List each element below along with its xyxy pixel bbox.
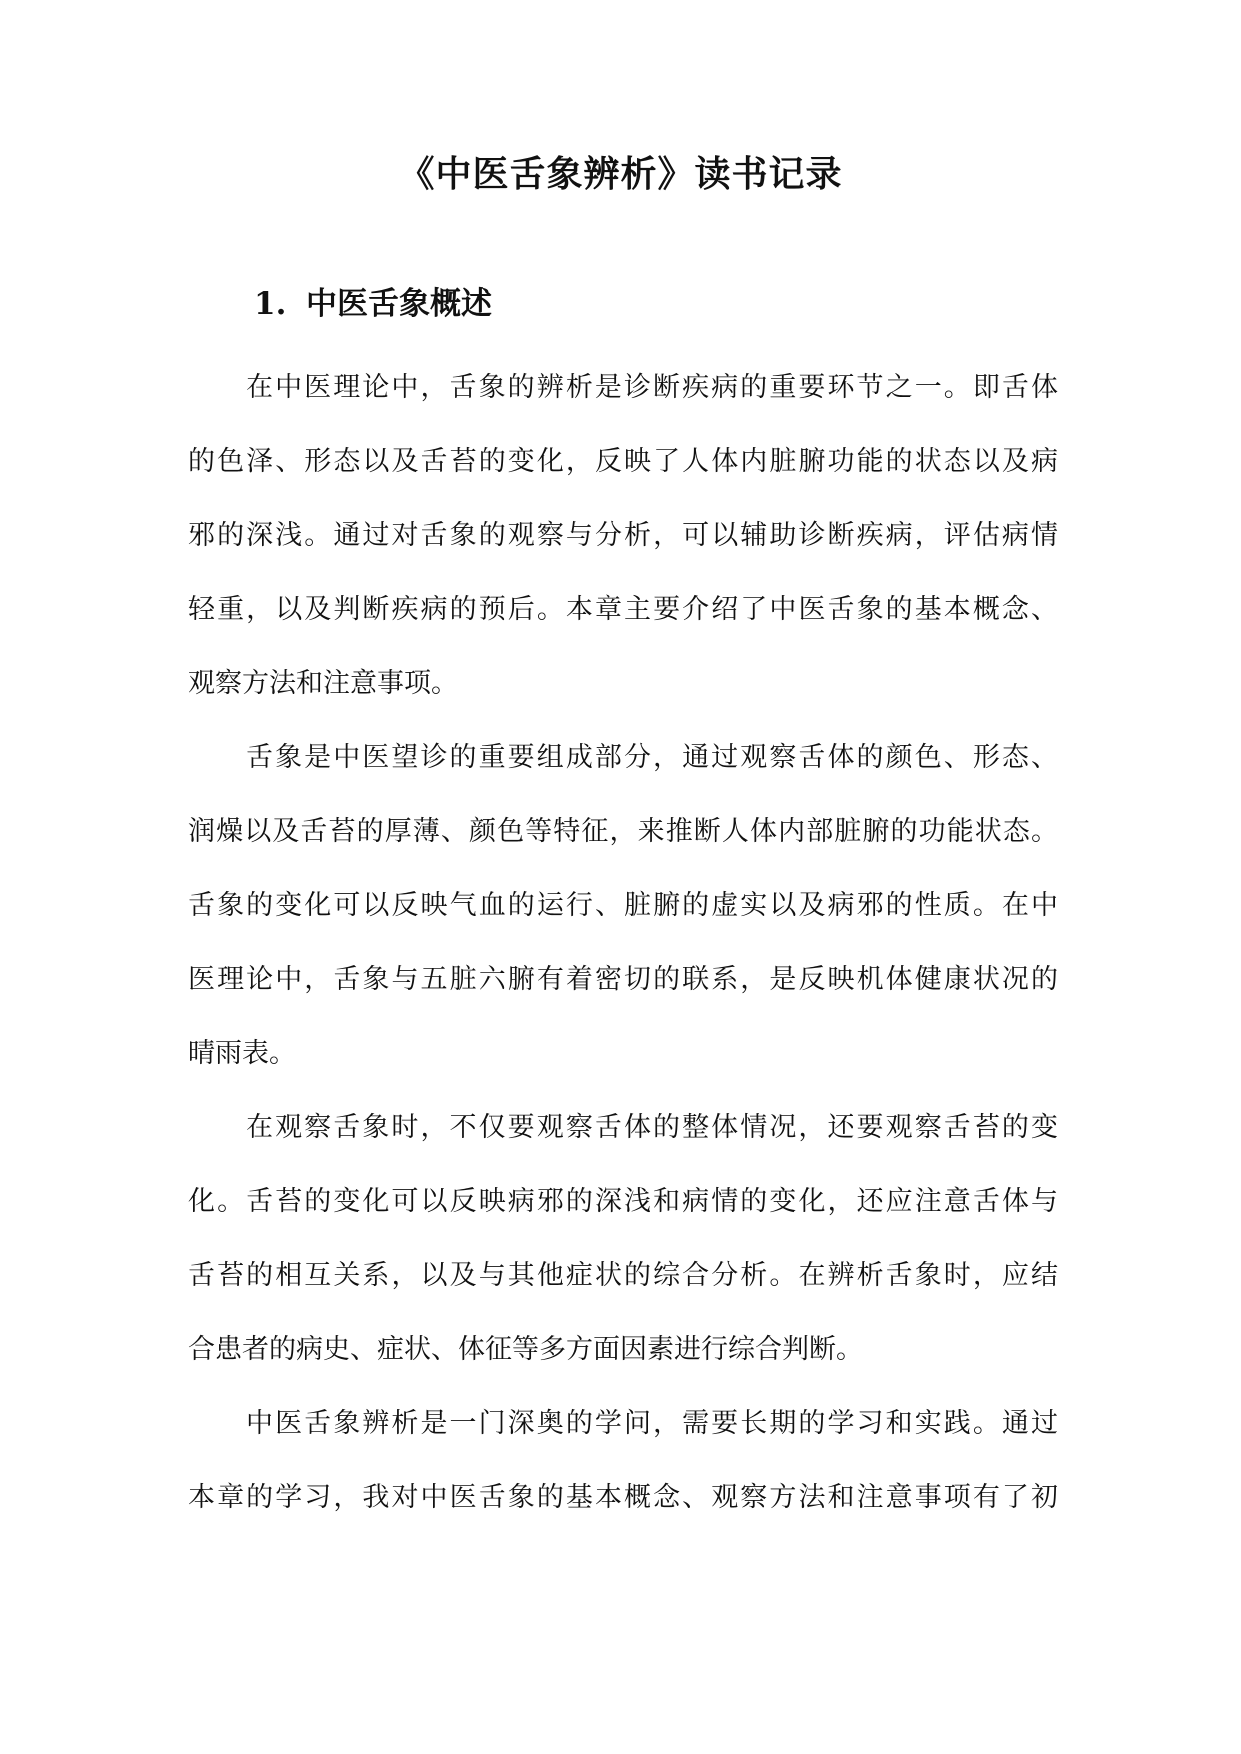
text-line: 在观察舌象时，不仅要观察舌体的整体情况，还要观察舌苔的变	[246, 1112, 1058, 1143]
text-line: 医理论中，舌象与五脏六腑有着密切的联系，是反映机体健康状况的	[188, 964, 1058, 995]
section-number: 1.	[254, 286, 287, 322]
paragraph	[188, 732, 1058, 1102]
paragraph	[188, 1398, 1058, 1546]
text-line: 观察方法和注意事项。	[188, 668, 458, 699]
document-title: 《中医舌象辨析》读书记录	[398, 153, 843, 195]
text-line: 舌象的变化可以反映气血的运行、脏腑的虚实以及病邪的性质。在中	[188, 890, 1058, 921]
text-line: 本章的学习，我对中医舌象的基本概念、观察方法和注意事项有了初	[188, 1482, 1058, 1513]
text-line: 在中医理论中，舌象的辨析是诊断疾病的重要环节之一。即舌体	[246, 372, 1058, 403]
paragraph	[188, 1102, 1058, 1398]
text-line: 的色泽、形态以及舌苔的变化，反映了人体内脏腑功能的状态以及病	[188, 446, 1058, 477]
text-line: 邪的深浅。通过对舌象的观察与分析，可以辅助诊断疾病，评估病情	[188, 520, 1058, 551]
paragraph	[188, 362, 1058, 732]
text-line: 舌苔的相互关系，以及与其他症状的综合分析。在辨析舌象时，应结	[188, 1260, 1058, 1291]
text-line: 合患者的病史、症状、体征等多方面因素进行综合判断。	[188, 1334, 863, 1365]
text-line: 润燥以及舌苔的厚薄、颜色等特征，来推断人体内部脏腑的功能状态。	[188, 816, 1058, 847]
text-line: 轻重，以及判断疾病的预后。本章主要介绍了中医舌象的基本概念、	[188, 594, 1058, 625]
section-heading	[254, 282, 492, 326]
section-heading-text: 中医舌象概述	[306, 286, 492, 322]
text-line: 舌象是中医望诊的重要组成部分，通过观察舌体的颜色、形态、	[246, 742, 1058, 773]
text-line: 化。舌苔的变化可以反映病邪的深浅和病情的变化，还应注意舌体与	[188, 1186, 1058, 1217]
text-line: 中医舌象辨析是一门深奥的学问，需要长期的学习和实践。通过	[246, 1408, 1058, 1439]
text-line: 晴雨表。	[188, 1038, 296, 1069]
body-text	[188, 362, 1058, 1546]
